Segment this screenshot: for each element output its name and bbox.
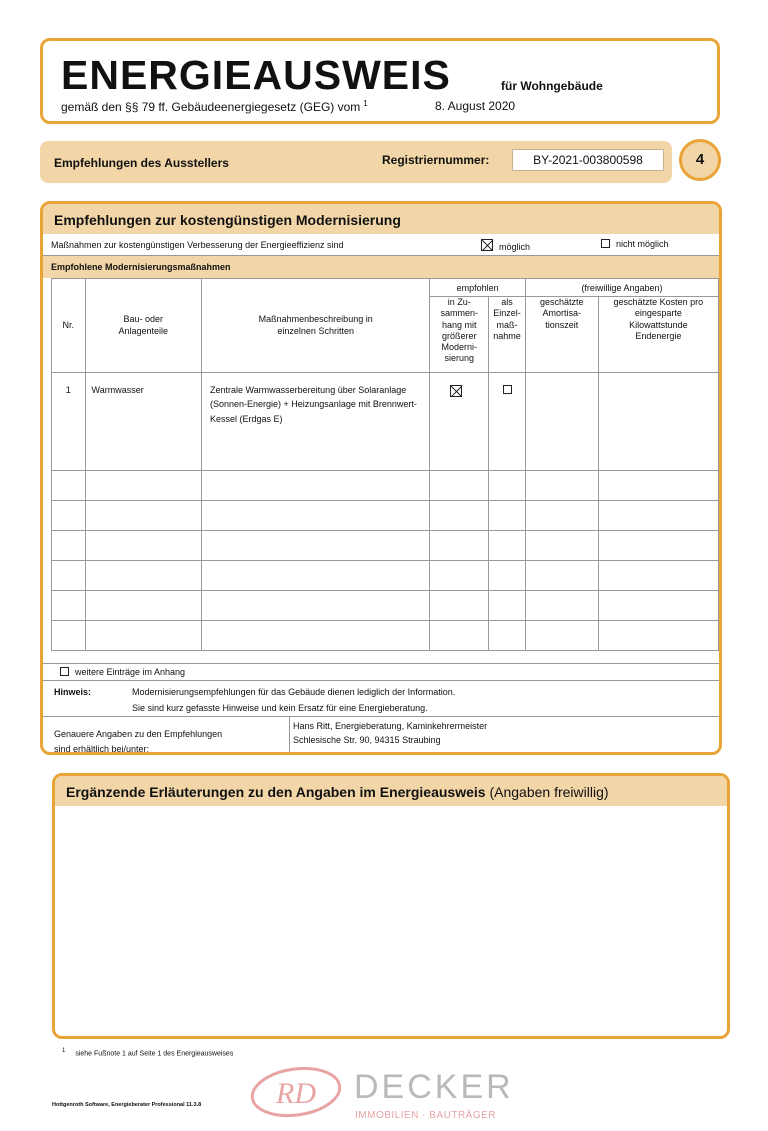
contact-address — [293, 720, 487, 747]
footnote-mark: 1 — [62, 1048, 66, 1054]
modernisierung-title: Empfehlungen zur kostengünstigen Modernisierung — [43, 204, 719, 234]
modernisierung-section — [40, 201, 722, 755]
rd-logo-icon — [247, 1062, 345, 1122]
document-title: ENERGIEAUSWEIS — [61, 52, 451, 98]
row-amortisation — [525, 373, 598, 471]
table-row — [52, 531, 719, 561]
logo-name: DECKER — [354, 1068, 514, 1106]
checkbox-icon[interactable] — [60, 667, 69, 676]
erlaeuterungen-section — [52, 773, 730, 1039]
registration-label: Registriernummer: — [382, 153, 490, 167]
logo-tagline: IMMOBILIEN · BAUTRÄGER — [355, 1110, 497, 1121]
option-possible[interactable] — [481, 239, 530, 252]
measures-row — [43, 234, 719, 256]
col-desc: Maßnahmenbeschreibung in einzelnen Schritten — [201, 279, 429, 373]
hinweis-label: Hinweis: — [54, 687, 92, 697]
contact-label — [54, 727, 222, 755]
document-subtitle: für Wohngebäude — [501, 79, 603, 93]
erlaeuterungen-title-text: Ergänzende Erläuterungen zu den Angaben im Energieausweis — [66, 784, 486, 800]
row-zusammenhang-cell — [430, 373, 489, 471]
decker-logo — [247, 1060, 537, 1126]
hinweis-line-2: Sie sind kurz gefasste Hinweise und kein Ersatz für eine Energieberatung. — [132, 703, 428, 713]
erlaeuterungen-title-note: (Angaben freiwillig) — [489, 784, 609, 800]
col-freiwillig: (freiwillige Angaben) — [525, 279, 718, 297]
col-amortisation: geschätzte Amortisa-tionszeit — [525, 297, 598, 373]
measures-text: Maßnahmen zur kostengünstigen Verbesserung der Energieeffizienz sind — [51, 240, 344, 250]
address-line-2: Schlesische Str. 90, 94315 Straubing — [293, 734, 441, 745]
footnote-text: siehe Fußnote 1 auf Seite 1 des Energieausweises — [75, 1050, 234, 1058]
contact-label-line-1: Genauere Angaben zu den Empfehlungen — [54, 729, 223, 739]
table-row — [52, 591, 719, 621]
row-bau: Warmwasser — [85, 373, 201, 471]
table-row — [52, 471, 719, 501]
hinweis-block — [43, 681, 719, 717]
address-line-1: Hans Ritt, Energieberatung, Kaminkehrermeister — [293, 721, 488, 731]
law-reference — [61, 99, 368, 114]
header-box — [40, 38, 720, 124]
weitere-label: weitere Einträge im Anhang — [75, 667, 186, 677]
checkbox-icon[interactable] — [503, 385, 512, 394]
table-row — [52, 501, 719, 531]
col-nr: Nr. — [52, 279, 86, 373]
contact-label-line-2: sind erhältlich bei/unter: — [54, 744, 150, 755]
option-possible-label: möglich — [499, 242, 531, 252]
footnote — [62, 1048, 233, 1057]
registration-number: BY-2021-003800598 — [512, 149, 664, 171]
option-not-possible[interactable] — [601, 239, 669, 249]
table-row — [52, 561, 719, 591]
footnote-mark: 1 — [363, 99, 368, 108]
col-zusammenhang: in Zu-sammen-hang mit größerer Moderni-sierung — [430, 297, 489, 373]
divider — [289, 717, 290, 755]
rd-mark: RD — [276, 1077, 316, 1110]
table-row — [52, 621, 719, 651]
checkbox-icon[interactable] — [601, 239, 610, 248]
checkbox-checked-icon[interactable] — [450, 385, 462, 397]
table-row — [52, 373, 719, 471]
page-number: 4 — [679, 139, 721, 181]
law-date: 8. August 2020 — [435, 99, 516, 113]
row-desc: Zentrale Warmwasserbereitung über Solaranlage (Sonnen-Energie) + Heizungsanlage mit Brennwert-Kessel (Erdgas E) — [201, 373, 429, 471]
row-kosten — [598, 373, 718, 471]
col-bau: Bau- oder Anlagenteile — [85, 279, 201, 373]
contact-block — [43, 717, 719, 755]
checkbox-checked-icon[interactable] — [481, 239, 493, 251]
law-line: gemäß den §§ 79 ff. Gebäudeenergiegesetz (GEG) vom — [61, 100, 361, 114]
bar-label: Empfehlungen des Ausstellers — [54, 156, 229, 170]
col-einzel: als Einzel-maß-nahme — [489, 297, 526, 373]
hinweis-line-1: Modernisierungsempfehlungen für das Gebäude dienen lediglich der Information. — [132, 687, 456, 697]
row-nr: 1 — [52, 373, 86, 471]
option-not-possible-label: nicht möglich — [616, 239, 669, 249]
software-credit: Hottgenroth Software, Energieberater Professional 11.3.8 — [52, 1102, 202, 1108]
recommended-measures-header: Empfohlene Modernisierungsmaßnahmen — [43, 256, 719, 278]
measures-table — [51, 278, 719, 651]
col-empfohlen: empfohlen — [430, 279, 526, 297]
section-bar — [40, 141, 672, 183]
col-kosten: geschätzte Kosten pro eingesparte Kilowattstunde Endenergie — [598, 297, 718, 373]
erlaeuterungen-title — [55, 776, 727, 806]
row-einzel-cell — [489, 373, 526, 471]
weitere-eintraege — [43, 663, 719, 681]
